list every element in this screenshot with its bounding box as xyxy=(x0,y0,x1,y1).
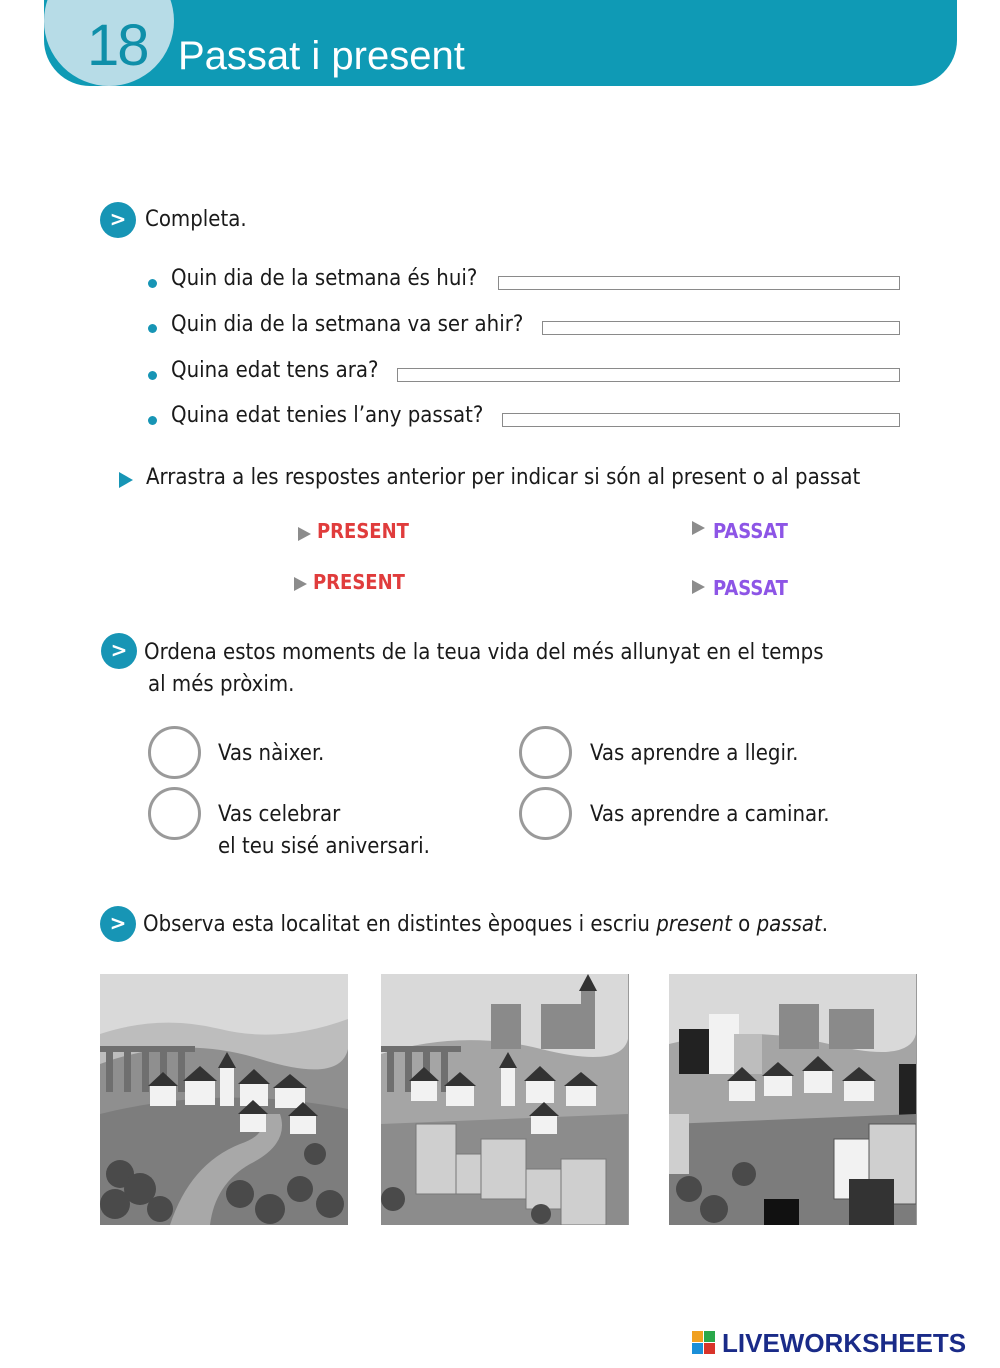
section2-instruction-line1: Ordena estos moments de la teua vida del més allunyat en el temps xyxy=(144,640,824,665)
chevron-right-icon: > xyxy=(100,202,136,238)
drag-handle-icon xyxy=(294,577,307,591)
chevron-right-icon: > xyxy=(101,633,137,669)
order-circle-1[interactable] xyxy=(148,726,201,779)
village-illustration-2 xyxy=(381,974,629,1225)
drag-tag-passat-1[interactable]: PASSAT xyxy=(713,519,788,543)
question-4: Quina edat tenies l’any passat? xyxy=(171,403,484,428)
play-arrow-icon xyxy=(119,472,133,488)
drag-handle-icon xyxy=(298,527,311,541)
drag-handle-icon xyxy=(692,580,705,594)
option-label-2: Vas aprendre a llegir. xyxy=(590,741,799,766)
answer-field-3[interactable] xyxy=(397,368,900,382)
drag-tag-present-2[interactable]: PRESENT xyxy=(313,570,405,594)
unit-header xyxy=(44,0,957,86)
drag-handle-icon xyxy=(692,521,705,535)
section3-instruction xyxy=(143,909,828,941)
section3-instruction-prefix: Observa esta localitat en distintes èpoques i escriu xyxy=(143,912,657,937)
chevron-right-icon: > xyxy=(100,906,136,942)
drag-tag-passat-2[interactable]: PASSAT xyxy=(713,576,788,600)
drag-instruction: Arrastra a les respostes anterior per indicar si són al present o al passat xyxy=(146,465,861,490)
order-circle-3[interactable] xyxy=(148,787,201,840)
answer-field-4[interactable] xyxy=(502,413,900,427)
section2-instruction-line2: al més pròxim. xyxy=(148,672,295,697)
option-label-1: Vas nàixer. xyxy=(218,741,325,766)
section3-instruction-suffix: . xyxy=(821,912,829,937)
village-illustration-3 xyxy=(669,974,917,1225)
village-illustration-1 xyxy=(100,974,348,1225)
question-3: Quina edat tens ara? xyxy=(171,358,379,383)
liveworksheets-logo-icon xyxy=(692,1331,716,1355)
option-label-3-line2: el teu sisé aniversari. xyxy=(218,834,430,859)
section1-instruction: Completa. xyxy=(145,207,247,232)
option-label-4: Vas aprendre a caminar. xyxy=(590,802,830,827)
bullet-dot xyxy=(148,371,157,380)
question-1: Quin dia de la setmana és hui? xyxy=(171,266,478,291)
word-present: present xyxy=(656,912,732,937)
answer-field-2[interactable] xyxy=(542,321,900,335)
liveworksheets-logo-text: LIVEWORKSHEETS xyxy=(722,1328,967,1358)
option-label-3-line1: Vas celebrar xyxy=(218,802,341,827)
answer-field-1[interactable] xyxy=(498,276,900,290)
word-passat: passat xyxy=(756,912,822,937)
bullet-dot xyxy=(148,416,157,425)
order-circle-4[interactable] xyxy=(519,787,572,840)
bullet-dot xyxy=(148,279,157,288)
question-2: Quin dia de la setmana va ser ahir? xyxy=(171,312,524,337)
bullet-dot xyxy=(148,324,157,333)
section3-instruction-mid: o xyxy=(731,912,757,937)
page-title: Passat i present xyxy=(178,34,465,78)
drag-tag-present-1[interactable]: PRESENT xyxy=(317,519,409,543)
unit-number: 18 xyxy=(87,13,148,78)
order-circle-2[interactable] xyxy=(519,726,572,779)
